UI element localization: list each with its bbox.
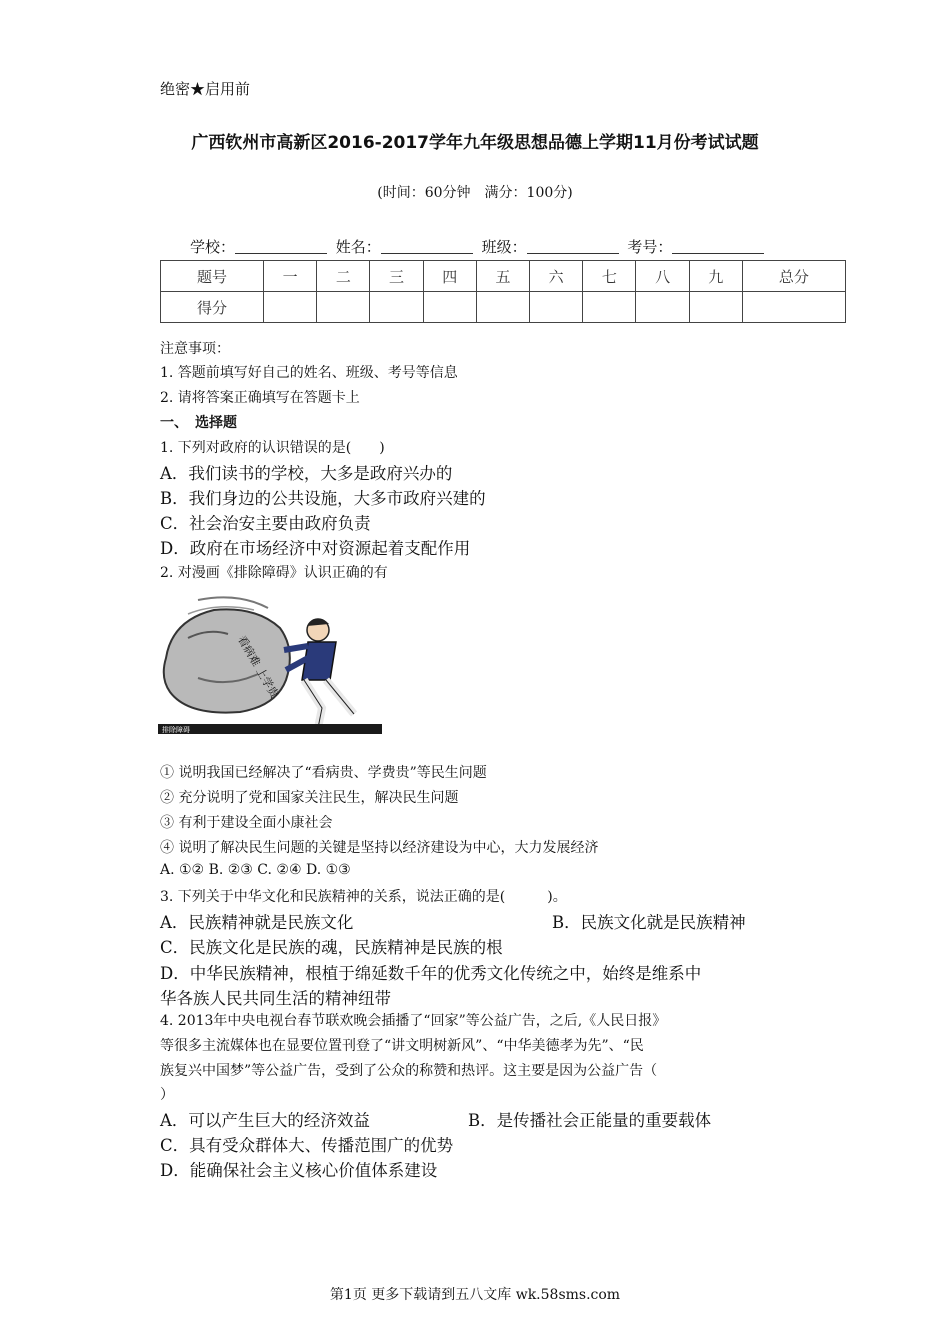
name-blank[interactable] (381, 239, 473, 254)
score-header-cell: 二 (317, 261, 370, 292)
q3-option-d-cont: 华各族人民共同生活的精神纽带 (160, 989, 391, 1008)
score-cell[interactable] (370, 292, 423, 323)
q1-option-c: C．社会治安主要由政府负责 (160, 514, 371, 533)
score-table (160, 260, 846, 323)
q4-stem: 4. 2013年中央电视台春节联欢晚会插播了“回家”等公益广告，之后,《人民日报》 (160, 1013, 667, 1029)
q4-option-b: B．是传播社会正能量的重要载体 (468, 1111, 712, 1130)
q2-statement: ④ 说明了解决民生问题的关键是坚持以经济建设为中心，大力发展经济 (160, 840, 599, 856)
exam-title: 广西钦州市高新区2016-2017学年九年级思想品德上学期11月份考试试题 (191, 133, 759, 153)
score-cell[interactable] (476, 292, 529, 323)
student-info-line (190, 236, 768, 257)
section-heading: 一、 选择题 (160, 415, 237, 431)
q2-options: A. ①② B. ②③ C. ②④ D. ①③ (160, 862, 351, 878)
score-cell[interactable] (636, 292, 689, 323)
score-cell[interactable] (689, 292, 742, 323)
score-cell[interactable] (742, 292, 845, 323)
q1-option-a: A．我们读书的学校，大多是政府兴办的 (160, 464, 453, 483)
exam-number-blank[interactable] (672, 239, 764, 254)
q2-statement: ② 充分说明了党和国家关注民生，解决民生问题 (160, 790, 459, 806)
notes-heading: 注意事项： (160, 341, 230, 357)
score-row-label: 得分 (161, 292, 264, 323)
score-table-score-row (161, 292, 846, 323)
score-header-cell: 三 (370, 261, 423, 292)
q2-stem: 2. 对漫画《排除障碍》认识正确的有 (160, 565, 388, 581)
score-table-header-row (161, 261, 846, 292)
class-blank[interactable] (527, 239, 619, 254)
q4-option-d: D．能确保社会主义核心价值体系建设 (160, 1161, 438, 1180)
cartoon-image (158, 588, 382, 734)
score-header-cell: 一 (264, 261, 317, 292)
q3-option-c: C．民族文化是民族的魂，民族精神是民族的根 (160, 938, 503, 957)
q3-stem: 3. 下列关于中华文化和民族精神的关系，说法正确的是( )。 (160, 889, 567, 905)
q2-statement: ③ 有利于建设全面小康社会 (160, 815, 333, 831)
cartoon-caption: 排除障碍 (162, 726, 190, 734)
q3-option-d: D．中华民族精神，根植于绵延数千年的优秀文化传统之中，始终是维系中 (160, 964, 702, 983)
exam-number-label: 考号： (627, 238, 673, 256)
q3-option-a: A．民族精神就是民族文化 (160, 913, 354, 932)
q2-statement: ① 说明我国已经解决了“看病贵、学费贵”等民生问题 (160, 765, 487, 781)
score-cell[interactable] (583, 292, 636, 323)
confidential-mark: 绝密★启用前 (160, 80, 251, 98)
score-cell[interactable] (423, 292, 476, 323)
note-item: 1. 答题前填写好自己的姓名、班级、考号等信息 (160, 365, 458, 381)
svg-text:看病难 上学贵: 看病难 上学贵 (234, 633, 281, 701)
q4-stem: ） (160, 1087, 174, 1103)
score-cell[interactable] (530, 292, 583, 323)
q1-stem: 1. 下列对政府的认识错误的是( ) (160, 440, 385, 456)
score-cell[interactable] (264, 292, 317, 323)
q4-stem: 等很多主流媒体也在显要位置刊登了“讲文明树新风”、“中华美德孝为先”、“民 (160, 1038, 644, 1054)
school-label: 学校： (190, 238, 236, 256)
q1-option-d: D．政府在市场经济中对资源起着支配作用 (160, 539, 471, 558)
page-footer: 第1页 更多下载请到五八文库 wk.58sms.com (329, 1287, 621, 1303)
score-header-cell: 五 (476, 261, 529, 292)
time-info: (时间：60分钟 满分：100分) (377, 185, 573, 201)
q4-stem: 族复兴中国梦”等公益广告，受到了公众的称赞和热评。这主要是因为公益广告（ (160, 1063, 658, 1079)
score-cell[interactable] (317, 292, 370, 323)
score-header-cell: 九 (689, 261, 742, 292)
score-header-cell: 题号 (161, 261, 264, 292)
class-label: 班级： (481, 238, 527, 256)
score-header-cell: 六 (530, 261, 583, 292)
q4-option-c: C．具有受众群体大、传播范围广的优势 (160, 1136, 454, 1155)
note-item: 2. 请将答案正确填写在答题卡上 (160, 390, 360, 406)
score-header-cell: 总分 (742, 261, 845, 292)
name-label: 姓名： (335, 238, 381, 256)
q4-option-a: A．可以产生巨大的经济效益 (160, 1111, 370, 1130)
q3-option-b: B．民族文化就是民族精神 (552, 913, 746, 932)
score-header-cell: 八 (636, 261, 689, 292)
score-header-cell: 四 (423, 261, 476, 292)
q1-option-b: B．我们身边的公共设施，大多市政府兴建的 (160, 489, 486, 508)
score-header-cell: 七 (583, 261, 636, 292)
school-blank[interactable] (235, 239, 327, 254)
